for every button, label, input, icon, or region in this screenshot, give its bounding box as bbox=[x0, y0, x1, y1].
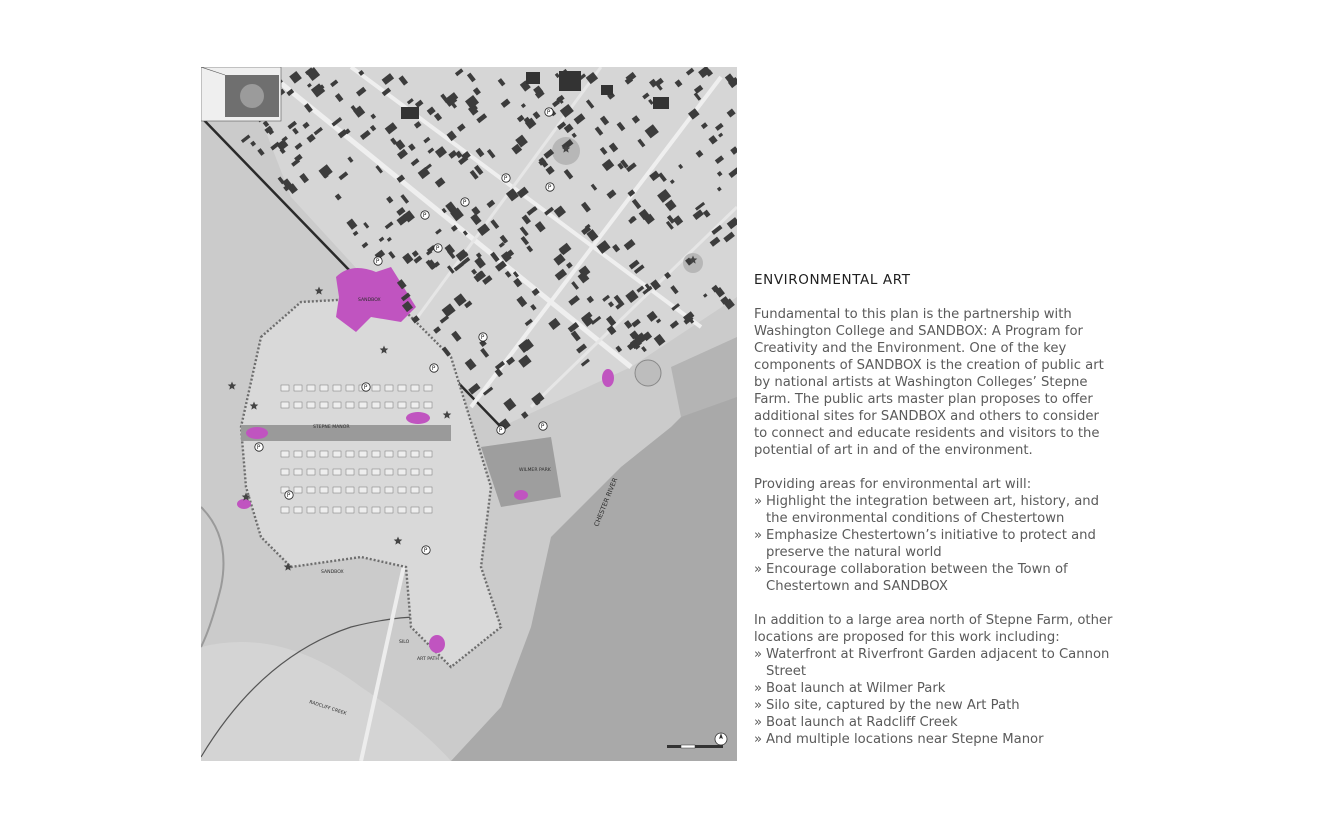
label-radcliff-creek: RADCLIFF CREEK bbox=[308, 700, 347, 717]
house bbox=[385, 507, 393, 513]
house bbox=[411, 402, 419, 408]
locations-list bbox=[754, 646, 1114, 748]
house bbox=[424, 385, 432, 391]
list-item: » And multiple locations near Stepne Manor bbox=[754, 731, 1114, 748]
house bbox=[320, 451, 328, 457]
house bbox=[411, 469, 419, 475]
house bbox=[307, 469, 315, 475]
house bbox=[333, 402, 341, 408]
intro-paragraph: Fundamental to this plan is the partnership with Washington College and SANDBOX: A Program for Creativity and the Environment. One of the key components of SANDBOX is the creation of public art by national artists at Washington Colleges’ Stepne Farm. The public arts master plan proposes to offer additional sites for SANDBOX and others to consider to connect and educate residents and visitors to the potential of art in and of the environment. bbox=[754, 307, 1104, 458]
building bbox=[601, 85, 613, 95]
building bbox=[559, 71, 581, 91]
house bbox=[346, 451, 354, 457]
svg-text:P: P bbox=[503, 176, 508, 183]
house bbox=[411, 507, 419, 513]
house bbox=[333, 507, 341, 513]
parking-icon bbox=[374, 257, 382, 265]
svg-text:P: P bbox=[431, 366, 436, 373]
house bbox=[359, 402, 367, 408]
svg-text:P: P bbox=[547, 185, 552, 192]
list-item: » Silo site, captured by the new Art Path bbox=[754, 697, 1114, 714]
parking-icon bbox=[461, 198, 469, 206]
house bbox=[411, 487, 419, 493]
house bbox=[424, 451, 432, 457]
house bbox=[281, 385, 289, 391]
house bbox=[307, 507, 315, 513]
house bbox=[307, 451, 315, 457]
svg-text:P: P bbox=[286, 493, 291, 500]
house bbox=[320, 402, 328, 408]
label-wilmer-park: WILMER PARK bbox=[519, 468, 551, 473]
building bbox=[526, 72, 540, 84]
house bbox=[346, 469, 354, 475]
house bbox=[398, 451, 406, 457]
house bbox=[294, 487, 302, 493]
label-art-path: ART PATH bbox=[417, 657, 439, 662]
svg-text:P: P bbox=[462, 200, 467, 207]
house bbox=[346, 487, 354, 493]
house bbox=[346, 385, 354, 391]
map-graphic bbox=[201, 67, 737, 761]
parking-icon bbox=[434, 244, 442, 252]
house bbox=[294, 507, 302, 513]
scale-bar bbox=[667, 745, 723, 748]
house bbox=[398, 402, 406, 408]
house bbox=[333, 451, 341, 457]
house bbox=[372, 487, 380, 493]
house bbox=[294, 402, 302, 408]
svg-text:P: P bbox=[480, 335, 485, 342]
parking-icon bbox=[430, 364, 438, 372]
list-item: » Waterfront at Riverfront Garden adjacent to Cannon Street bbox=[754, 646, 1114, 680]
svg-text:P: P bbox=[540, 424, 545, 431]
label-sandbox-south: SANDBOX bbox=[321, 570, 344, 575]
house bbox=[411, 385, 419, 391]
house bbox=[385, 469, 393, 475]
art-site-radcliff bbox=[237, 499, 251, 509]
house bbox=[320, 469, 328, 475]
house bbox=[359, 507, 367, 513]
parking-icon bbox=[545, 108, 553, 116]
house bbox=[281, 507, 289, 513]
house bbox=[359, 451, 367, 457]
house bbox=[424, 507, 432, 513]
house bbox=[372, 451, 380, 457]
section-heading: ENVIRONMENTAL ART bbox=[754, 272, 911, 288]
house bbox=[372, 469, 380, 475]
house bbox=[294, 451, 302, 457]
house bbox=[372, 402, 380, 408]
house bbox=[398, 469, 406, 475]
svg-text:P: P bbox=[546, 110, 551, 117]
house bbox=[281, 402, 289, 408]
house bbox=[385, 487, 393, 493]
parking-icon bbox=[362, 383, 370, 391]
parking-icon bbox=[285, 491, 293, 499]
parking-icon bbox=[546, 183, 554, 191]
house bbox=[424, 469, 432, 475]
building bbox=[401, 107, 419, 119]
list-item: » Boat launch at Wilmer Park bbox=[754, 680, 1114, 697]
list-item: » Boat launch at Radcliff Creek bbox=[754, 714, 1114, 731]
house bbox=[385, 451, 393, 457]
list-item: » Emphasize Chestertown’s initiative to protect and preserve the natural world bbox=[754, 527, 1114, 561]
parking-icon bbox=[421, 211, 429, 219]
parking-icon bbox=[539, 422, 547, 430]
house bbox=[359, 487, 367, 493]
house bbox=[346, 507, 354, 513]
house bbox=[320, 507, 328, 513]
svg-text:P: P bbox=[363, 385, 368, 392]
house bbox=[372, 507, 380, 513]
house bbox=[320, 487, 328, 493]
svg-text:P: P bbox=[498, 428, 503, 435]
house bbox=[333, 469, 341, 475]
list2-intro: In addition to a large area north of Stepne Farm, other locations are proposed for this work including: bbox=[754, 613, 1113, 645]
house bbox=[424, 402, 432, 408]
svg-text:P: P bbox=[423, 548, 428, 555]
house bbox=[307, 402, 315, 408]
list1-intro: Providing areas for environmental art will: bbox=[754, 477, 1032, 492]
svg-text:P: P bbox=[422, 213, 427, 220]
north-arrow-icon bbox=[715, 733, 727, 745]
svg-text:P: P bbox=[435, 246, 440, 253]
parking-icon bbox=[497, 426, 505, 434]
parking-icon bbox=[422, 546, 430, 554]
house bbox=[333, 487, 341, 493]
art-site-manor-west bbox=[246, 427, 268, 439]
label-chester-river: CHESTER RIVER bbox=[592, 476, 620, 528]
house bbox=[411, 451, 419, 457]
label-sandbox-north: SANDBOX bbox=[358, 298, 381, 303]
house bbox=[346, 402, 354, 408]
art-site-wilmer-park bbox=[514, 490, 528, 500]
parking-icon bbox=[502, 174, 510, 182]
house bbox=[333, 385, 341, 391]
house bbox=[307, 487, 315, 493]
house bbox=[307, 385, 315, 391]
house bbox=[398, 507, 406, 513]
house bbox=[385, 385, 393, 391]
environmental-art-text bbox=[754, 272, 1114, 765]
list-item: » Encourage collaboration between the Town of Chestertown and SANDBOX bbox=[754, 561, 1114, 595]
list-item: » Highlight the integration between art, history, and the environmental conditions of Chestertown bbox=[754, 493, 1114, 527]
house bbox=[281, 451, 289, 457]
svg-text:P: P bbox=[256, 445, 261, 452]
house bbox=[398, 385, 406, 391]
art-site-manor-east bbox=[406, 412, 430, 424]
benefits-list bbox=[754, 493, 1114, 595]
label-silo: SILO bbox=[399, 640, 410, 645]
house bbox=[359, 469, 367, 475]
house bbox=[281, 469, 289, 475]
parking-icon bbox=[479, 333, 487, 341]
house bbox=[320, 385, 328, 391]
park-circle-b bbox=[635, 360, 661, 386]
house bbox=[372, 385, 380, 391]
house bbox=[398, 487, 406, 493]
house bbox=[294, 385, 302, 391]
building bbox=[653, 97, 669, 109]
parking-icon bbox=[255, 443, 263, 451]
locator-inset bbox=[201, 67, 281, 121]
art-site-silo bbox=[429, 635, 445, 653]
site-plan-map bbox=[201, 67, 737, 761]
label-stepne-manor: STEPNE MANOR bbox=[313, 425, 350, 430]
svg-text:P: P bbox=[375, 259, 380, 266]
art-site-riverfront bbox=[602, 369, 614, 387]
house bbox=[424, 487, 432, 493]
house bbox=[385, 402, 393, 408]
house bbox=[294, 469, 302, 475]
